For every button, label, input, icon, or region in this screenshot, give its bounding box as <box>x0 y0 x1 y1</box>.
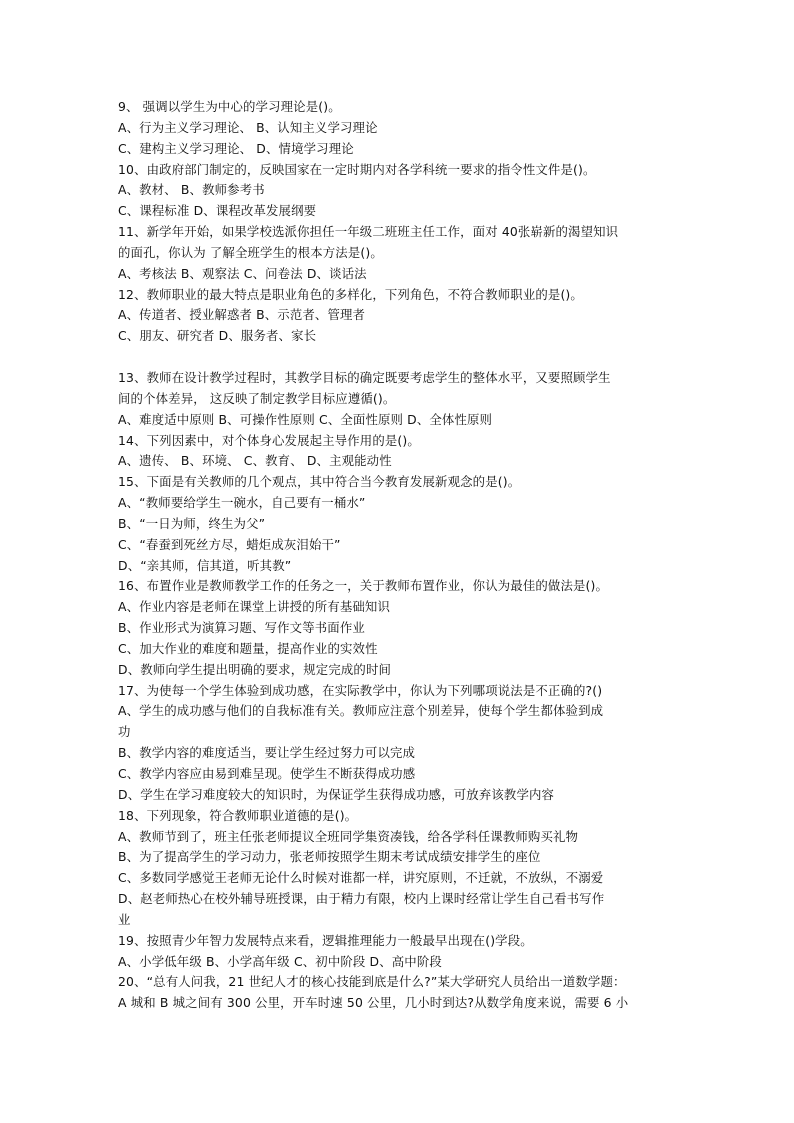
q19-stem: 19、按照青少年智力发展特点来看，逻辑推理能力一般最早出现在()学段。 <box>118 932 533 948</box>
q18-option-b: B、为了提高学生的学习动力，张老师按照学生期末考试成绩安排学生的座位 <box>118 849 541 865</box>
q15-stem: 15、下面是有关教师的几个观点，其中符合当今教育发展新观念的是()。 <box>118 474 521 490</box>
q10-options-cd: C、课程标准 D、课程改革发展纲要 <box>118 203 317 219</box>
q16-option-a: A、作业内容是老师在课堂上讲授的所有基础知识 <box>118 599 390 615</box>
q12-options-ab: A、传道者、授业解惑者 B、示范者、管理者 <box>118 307 366 323</box>
q19-options: A、小学低年级 B、小学高年级 C、初中阶段 D、高中阶段 <box>118 953 442 969</box>
q17-option-c: C、教学内容应由易到难呈现。使学生不断获得成功感 <box>118 766 416 781</box>
q17-option-d: D、学生在学习难度较大的知识时，为保证学生获得成功感，可放弃该教学内容 <box>118 786 555 802</box>
q15-option-c: C、“春蚕到死丝方尽，蜡炬成灰泪始干” <box>118 536 341 552</box>
q9-options-ab: A、行为主义学习理论、 B、认知主义学习理论 <box>118 119 378 135</box>
q18-option-a: A、教师节到了，班主任张老师提议全班同学集资凑钱，给各学科任课教师购买礼物 <box>118 828 579 844</box>
q11-options: A、考核法 B、观察法 C、问卷法 D、谈话法 <box>118 265 367 281</box>
q11-stem-line-2: 的面孔，你认为 了解全班学生的根本方法是()。 <box>118 244 383 260</box>
q16-option-c: C、加大作业的难度和题量，提高作业的实效性 <box>118 640 378 656</box>
q18-option-d-line-2: 业 <box>118 911 131 927</box>
q15-option-d: D、“亲其师，信其道，听其教” <box>118 557 292 573</box>
q15-option-a: A、“教师要给学生一碗水，自己要有一桶水” <box>118 495 366 511</box>
q17-option-b: B、教学内容的难度适当，要让学生经过努力可以完成 <box>118 745 416 761</box>
q20-stem-line-1: 20、“总有人问我，21 世纪人才的核心技能到底是什么?”某大学研究人员给出一道数学题： <box>118 974 626 990</box>
q17-option-a-line-2: 功 <box>118 724 131 740</box>
q9-options-cd: C、建构主义学习理论、 D、情境学习理论 <box>118 140 354 156</box>
q10-stem: 10、由政府部门制定的，反映国家在一定时期内对各学科统一要求的指令性文件是()。 <box>118 161 596 177</box>
q11-stem-line-1: 11、新学年开始，如果学校选派你担任一年级二班班主任工作，面对 40张崭新的渴望知识 <box>118 224 619 240</box>
q9-stem: 9、 强调以学生为中心的学习理论是()。 <box>118 99 341 114</box>
q13-options: A、难度适中原则 B、可操作性原则 C、全面性原则 D、全体性原则 <box>118 411 493 427</box>
q14-options: A、遗传、 B、环境、 C、教育、 D、主观能动性 <box>118 453 392 469</box>
q16-option-b: B、作业形式为演算习题、写作文等书面作业 <box>118 620 365 636</box>
q13-stem-line-1: 13、教师在设计教学过程时，其教学目标的确定既要考虑学生的整体水平，又要照顾学生 <box>118 369 611 385</box>
q17-stem: 17、为使每一个学生体验到成功感，在实际教学中，你认为下列哪项说法是不正确的?() <box>118 682 603 698</box>
q14-stem: 14、下列因素中，对个体身心发展起主导作用的是()。 <box>118 432 420 448</box>
q10-options-ab: A、教材、 B、教师参考书 <box>118 182 265 198</box>
blank-line <box>118 347 684 368</box>
q18-option-d-line-1: D、赵老师热心在校外辅导班授课，由于精力有限，校内上课时经常让学生自己看书写作 <box>118 891 605 907</box>
q12-options-cd: C、朋友、研究者 D、服务者、家长 <box>118 328 317 344</box>
q13-stem-line-2: 间的个体差异， 这反映了制定教学目标应遵循()。 <box>118 390 396 406</box>
q20-stem-line-2: A 城和 B 城之间有 300 公里，开车时速 50 公里，几小时到达?从数学角度来说，需要 6 小 <box>118 995 629 1011</box>
q18-option-c: C、多数同学感觉王老师无论什么时候对谁都一样，讲究原则，不迁就，不放纵，不溺爱 <box>118 870 604 886</box>
q16-stem: 16、布置作业是教师教学工作的任务之一，关于教师布置作业，你认为最佳的做法是()。 <box>118 578 609 594</box>
q18-stem: 18、下列现象，符合教师职业道德的是()。 <box>118 807 358 823</box>
q17-option-a-line-1: A、学生的成功感与他们的自我标准有关。教师应注意个别差异，使每个学生都体验到成 <box>118 703 604 719</box>
q16-option-d: D、教师向学生提出明确的要求，规定完成的时间 <box>118 661 392 677</box>
q12-stem: 12、教师职业的最大特点是职业角色的多样化，下列角色，不符合教师职业的是()。 <box>118 286 583 302</box>
q15-option-b: B、“一日为师，终生为父” <box>118 515 266 531</box>
